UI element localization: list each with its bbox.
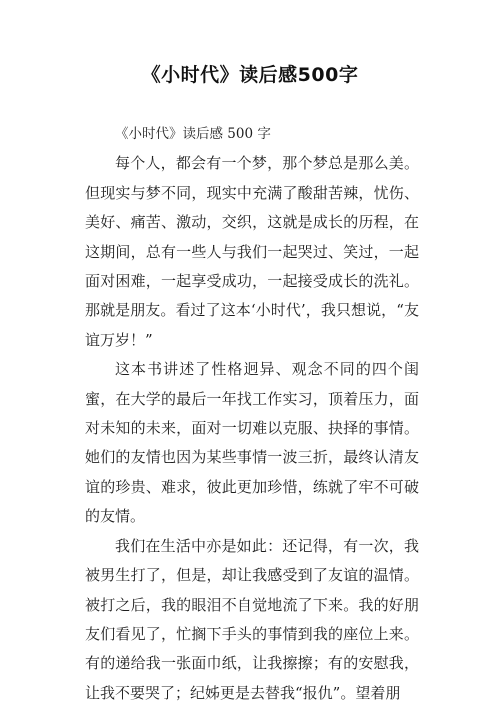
document-title: 《小时代》读后感500字 <box>141 64 359 86</box>
paragraph-2: 这本书讲述了性格迥异、观念不同的四个闺蜜，在大学的最后一年找工作实习，顶着压力，面对未知的未来，面对一切难以克服、抉择的事情。她们的友情也因为某些事情一波三折，最终认清友谊的珍贵、难求，彼此更加珍惜，练就了牢不可破的友情。 <box>85 360 419 526</box>
document-subtitle: 《小时代》读后感 500 字 <box>115 126 271 142</box>
paragraph-3: 我们在生活中亦是如此：还记得，有一次，我被男生打了，但是，却让我感受到了友谊的温情。被打之后，我的眼泪不自觉地流了下来。我的好朋友们看见了，忙搁下手头的事情到我的座位上来。有的递给我一张面巾纸，让我擦擦；有的安慰我，让我不要哭了；纪姊更是去替我“报仇”。望着朋 <box>85 536 419 702</box>
paragraph-1: 每个人，都会有一个梦，那个梦总是那么美。但现实与梦不同，现实中充满了酸甜苦辣，忧伤、美好、痛苦、激动，交织，这就是成长的历程，在这期间，总有一些人与我们一起哭过、笑过，一起面对困难，一起享受成功，一起接受成长的洗礼。那就是朋友。看过了这本‘小时代’，我只想说，“友谊万岁！” <box>85 154 419 349</box>
document-body <box>85 120 419 708</box>
